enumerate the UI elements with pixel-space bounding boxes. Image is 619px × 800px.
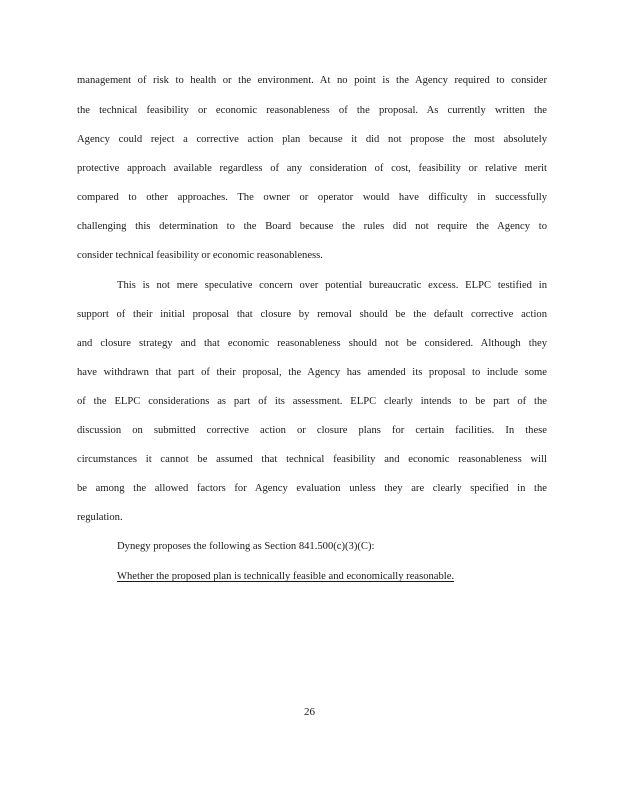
proposal-intro: Dynegy proposes the following as Section 841.500(c)(3)(C):: [117, 541, 375, 552]
paragraph-1-line-7: consider technical feasibility or economic reasonableness.: [77, 250, 323, 261]
paragraph-2-line-9: regulation.: [77, 512, 123, 523]
paragraph-1-line-1: management of risk to health or the environment. At no point is the Agency required to consider: [77, 75, 547, 86]
paragraph-2-line-4: have withdrawn that part of their proposal, the Agency has amended its proposal to include some: [77, 367, 547, 378]
paragraph-1-line-5: compared to other approaches. The owner or operator would have difficulty in successfully: [77, 192, 547, 203]
paragraph-1-line-4: protective approach available regardless of any consideration of cost, feasibility or relative merit: [77, 163, 547, 174]
paragraph-2-line-3: and closure strategy and that economic reasonableness should not be considered. Although they: [77, 338, 547, 349]
paragraph-1-line-3: Agency could reject a corrective action plan because it did not propose the most absolutely: [77, 134, 547, 145]
paragraph-2-line-1: This is not mere speculative concern over potential bureaucratic excess. ELPC testified in: [117, 280, 547, 291]
paragraph-2-line-7: circumstances it cannot be assumed that technical feasibility and economic reasonableness will: [77, 454, 547, 465]
paragraph-1-line-2: the technical feasibility or economic reasonableness of the proposal. As currently written the: [77, 105, 547, 116]
paragraph-2-line-6: discussion on submitted corrective action or closure plans for certain facilities. In these: [77, 425, 547, 436]
paragraph-2-line-2: support of their initial proposal that closure by removal should be the default corrective action: [77, 309, 547, 320]
proposed-section-text: Whether the proposed plan is technically feasible and economically reasonable.: [117, 571, 455, 582]
paragraph-1-line-6: challenging this determination to the Board because the rules did not require the Agency to: [77, 221, 547, 232]
page-number: 26: [304, 706, 315, 718]
paragraph-2-line-8: be among the allowed factors for Agency evaluation unless they are clearly specified in the: [77, 483, 547, 494]
paragraph-2-line-5: of the ELPC considerations as part of its assessment. ELPC clearly intends to be part of the: [77, 396, 547, 407]
